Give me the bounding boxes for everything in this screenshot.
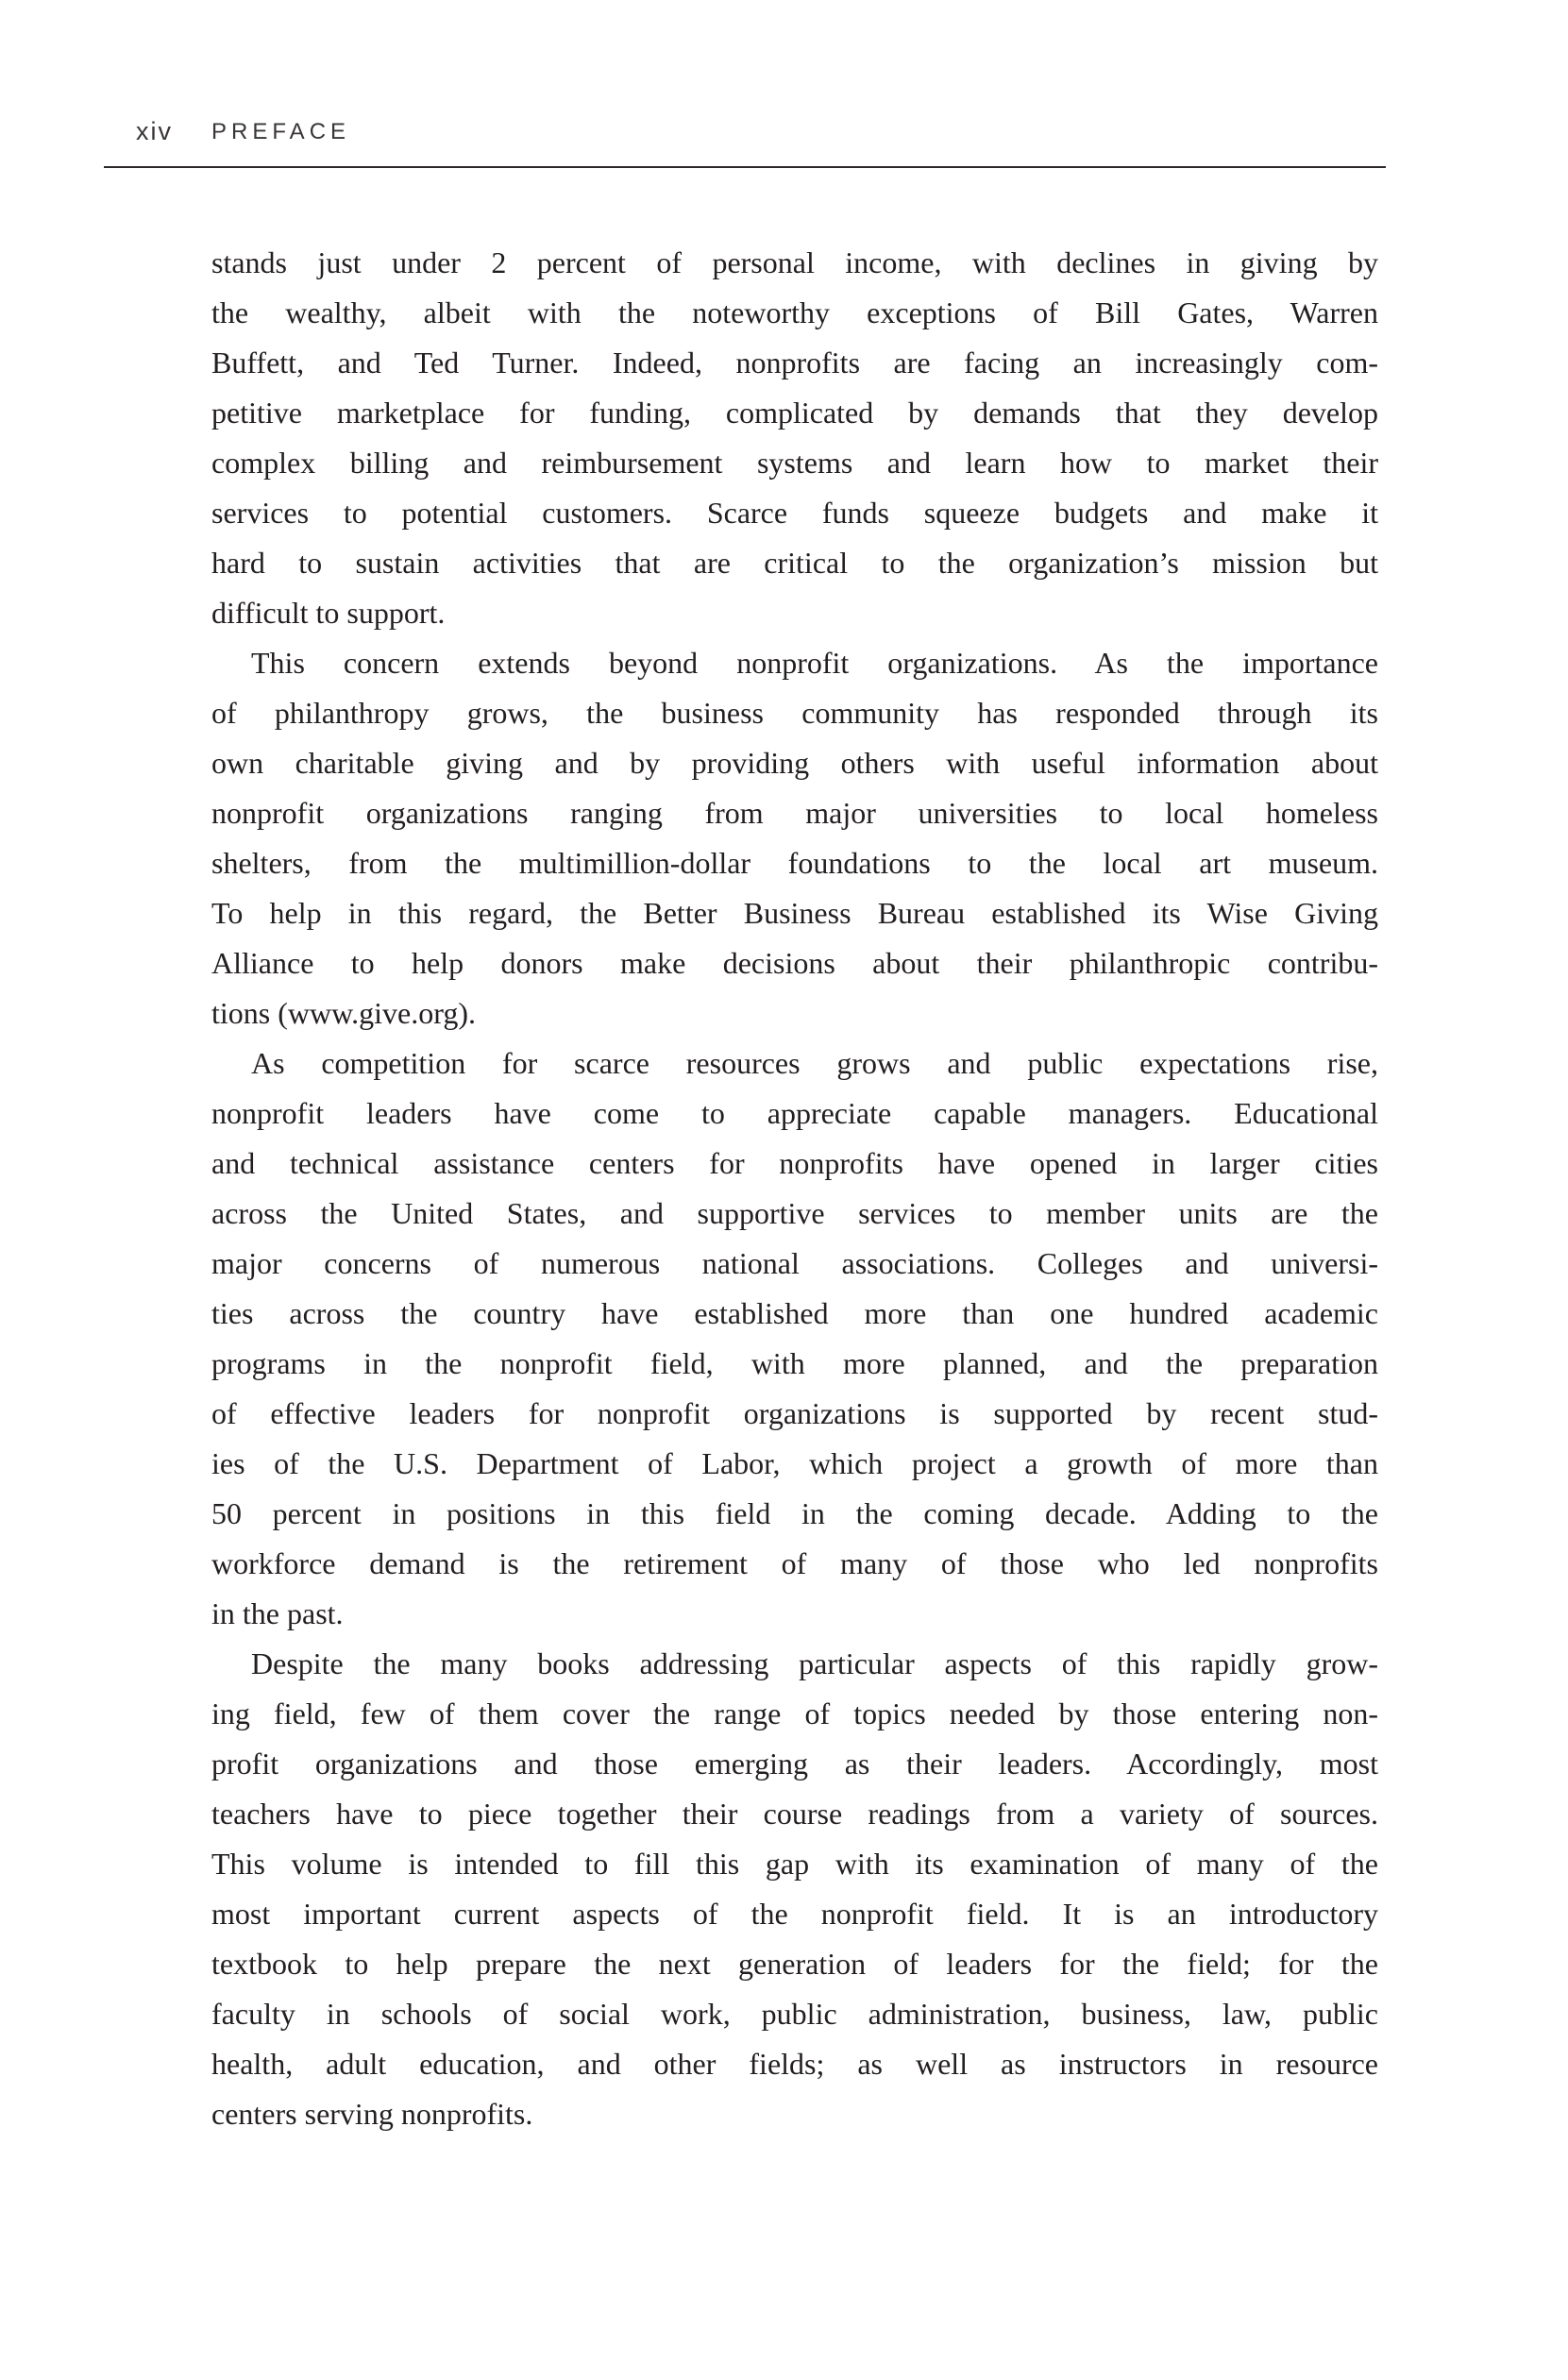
text-line: profit organizations and those emerging as their leaders. Accordingly, most <box>211 1747 1378 1781</box>
text-line: hard to sustain activities that are critical to the organization’s mission but <box>211 546 1378 580</box>
text-line: own charitable giving and by providing others with useful information about <box>211 746 1378 780</box>
text-line: stands just under 2 percent of personal income, with declines in giving by <box>211 245 1378 279</box>
text-line: of effective leaders for nonprofit organizations is supported by recent stud- <box>211 1396 1378 1430</box>
text-line: faculty in schools of social work, public administration, business, law, public <box>211 1997 1378 2031</box>
text-line: ies of the U.S. Department of Labor, which project a growth of more than <box>211 1446 1378 1480</box>
text-line: centers serving nonprofits. <box>211 2097 533 2131</box>
text-line: most important current aspects of the nonprofit field. It is an introductory <box>211 1897 1378 1931</box>
text-line: health, adult education, and other fields; as well as instructors in resource <box>211 2047 1378 2081</box>
text-line: Despite the many books addressing particular aspects of this rapidly grow- <box>251 1646 1378 1680</box>
text-line: To help in this regard, the Better Business Bureau established its Wise Giving <box>211 896 1378 930</box>
text-line: in the past. <box>211 1596 344 1630</box>
running-head-title: PREFACE <box>211 119 351 144</box>
text-line: petitive marketplace for funding, complicated by demands that they develop <box>211 396 1378 430</box>
page-number-folio: xiv <box>136 117 173 145</box>
text-line: difficult to support. <box>211 596 446 630</box>
text-line: teachers have to piece together their course readings from a variety of sources. <box>211 1797 1378 1831</box>
text-line: ties across the country have established more than one hundred academic <box>211 1296 1378 1330</box>
body-text <box>211 238 1378 2139</box>
text-line: services to potential customers. Scarce funds squeeze budgets and make it <box>211 496 1378 530</box>
text-line: This concern extends beyond nonprofit organizations. As the importance <box>251 646 1378 680</box>
header-rule <box>104 166 1386 168</box>
text-line: textbook to help prepare the next generation of leaders for the field; for the <box>211 1947 1378 1981</box>
text-line: of philanthropy grows, the business community has responded through its <box>211 696 1378 730</box>
text-line: Alliance to help donors make decisions about their philanthropic contribu- <box>211 946 1378 980</box>
text-line: workforce demand is the retirement of many of those who led nonprofits <box>211 1546 1378 1580</box>
text-line: Buffett, and Ted Turner. Indeed, nonprofits are facing an increasingly com- <box>211 346 1378 380</box>
text-line: major concerns of numerous national associations. Colleges and universi- <box>211 1246 1378 1280</box>
text-line: ing field, few of them cover the range of topics needed by those entering non- <box>211 1696 1378 1730</box>
text-line: This volume is intended to fill this gap with its examination of many of the <box>211 1847 1378 1881</box>
text-line: and technical assistance centers for nonprofits have opened in larger cities <box>211 1146 1378 1180</box>
text-line: programs in the nonprofit field, with more planned, and the preparation <box>211 1346 1378 1380</box>
paragraph <box>211 1038 1378 1639</box>
paragraph <box>211 1639 1378 2139</box>
text-line: complex billing and reimbursement systems and learn how to market their <box>211 446 1378 480</box>
text-line: As competition for scarce resources grows and public expectations rise, <box>251 1046 1378 1080</box>
text-line: across the United States, and supportive services to member units are the <box>211 1196 1378 1230</box>
paragraph <box>211 238 1378 638</box>
text-line: nonprofit leaders have come to appreciate capable managers. Educational <box>211 1096 1378 1130</box>
paragraph <box>211 638 1378 1038</box>
text-line: shelters, from the multimillion-dollar foundations to the local art museum. <box>211 846 1378 880</box>
text-line: nonprofit organizations ranging from major universities to local homeless <box>211 796 1378 830</box>
text-line: the wealthy, albeit with the noteworthy exceptions of Bill Gates, Warren <box>211 295 1378 329</box>
text-line: 50 percent in positions in this field in the coming decade. Adding to the <box>211 1496 1378 1530</box>
text-line: tions (www.give.org). <box>211 996 476 1030</box>
